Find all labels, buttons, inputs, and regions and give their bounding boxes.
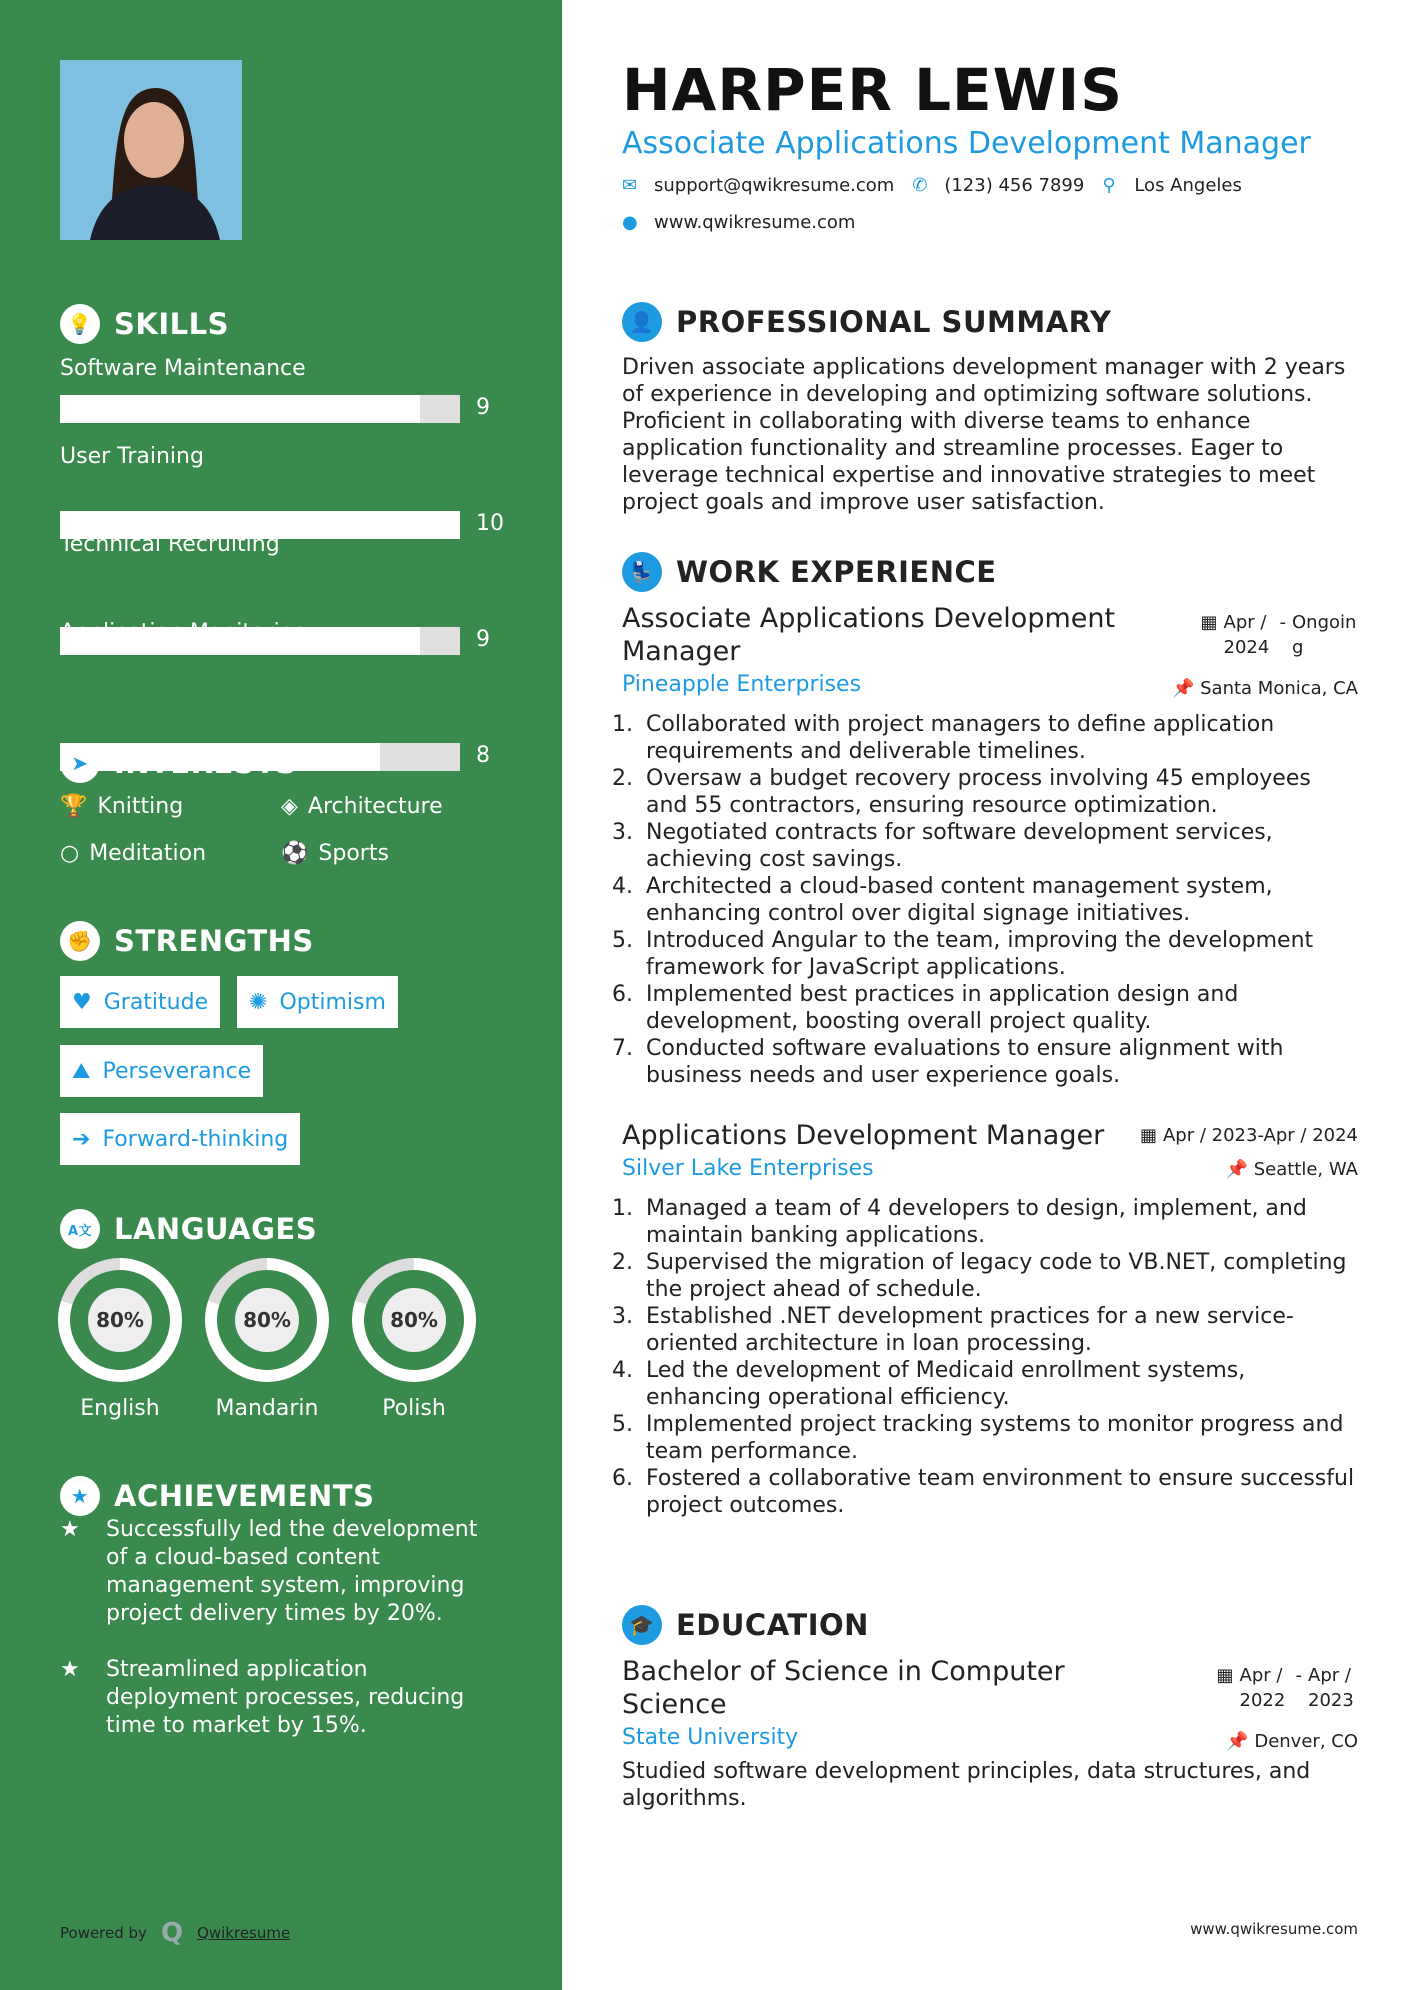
language-progress-ring [58, 1258, 182, 1382]
job-location: 📌 Santa Monica, CA [1171, 678, 1358, 699]
chair-icon: 💺 [622, 552, 662, 592]
language-item [58, 1258, 182, 1421]
language-item [205, 1258, 329, 1421]
job-bullet: 4. Architected a cloud-based content management system, enhancing control over digital signage initiatives. [640, 873, 1358, 927]
skill-value: 8 [476, 743, 490, 768]
header [622, 56, 1358, 233]
job-bullet: 1. Managed a team of 4 developers to design, implement, and maintain banking applications. [640, 1195, 1358, 1249]
phone-icon: ✆ [912, 175, 928, 196]
company-name: Silver Lake Enterprises [622, 1156, 874, 1181]
school-name: State University [622, 1725, 799, 1750]
strength-badge: ✺ Optimism [237, 976, 398, 1028]
calendar-icon: ▦ [1200, 612, 1218, 633]
skill-value: 9 [476, 395, 490, 420]
pin-icon: 📌 [1226, 1731, 1255, 1752]
lightbulb-icon: 💡 [60, 304, 100, 344]
skill-label: User Training [60, 444, 204, 469]
pin-icon: 📌 [1225, 1159, 1254, 1180]
job-bullet: 3. Established .NET development practices for a new service-oriented architecture in loan processing. [640, 1303, 1358, 1357]
achievements-heading: ★ ACHIEVEMENTS [60, 1476, 374, 1516]
user-icon: 👤 [622, 302, 662, 342]
skill-label: Software Maintenance [60, 356, 306, 381]
globe-icon: ● [622, 212, 638, 233]
strength-badge: ⛰ Perseverance [60, 1045, 263, 1097]
map-pin-icon: ⚲ [1102, 175, 1116, 196]
heart-icon: ♥ [72, 989, 92, 1015]
job-entry [622, 602, 1358, 1089]
language-name: Polish [382, 1396, 446, 1421]
calendar-icon: ▦ [1139, 1125, 1157, 1146]
interest-item: ⚽ Sports [281, 841, 389, 866]
language-name: Mandarin [215, 1396, 319, 1421]
language-name: English [80, 1396, 160, 1421]
location: Los Angeles [1134, 175, 1242, 196]
interest-item: 🏆 Knitting [60, 794, 184, 819]
website-row [622, 212, 1358, 233]
candidate-title: Associate Applications Development Manager [622, 126, 1311, 161]
summary-heading: 👤 PROFESSIONAL SUMMARY [622, 302, 1358, 342]
interest-item: ◈ Architecture [281, 794, 443, 819]
website[interactable]: www.qwikresume.com [654, 212, 856, 233]
email[interactable]: support@qwikresume.com [654, 175, 895, 196]
language-percent: 80% [382, 1288, 446, 1352]
education-location: 📌 Denver, CO [1226, 1731, 1358, 1752]
language-percent: 80% [235, 1288, 299, 1352]
translate-icon: A文 [60, 1209, 100, 1249]
powered-by: Powered by Q Qwikresume [60, 1918, 291, 1948]
job-bullet: 5. Introduced Angular to the team, improving the development framework for JavaScript applications. [640, 927, 1358, 981]
job-dates: ▦ Apr / 2023-Apr / 2024 [1139, 1125, 1358, 1146]
job-bullet: 7. Conducted software evaluations to ensure alignment with business needs and user experience goals. [640, 1035, 1358, 1089]
road-icon: ⛰ [72, 1058, 91, 1084]
language-progress-ring [352, 1258, 476, 1382]
education-entry [622, 1655, 1358, 1812]
tag-icon: ◈ [281, 794, 298, 819]
degree: Bachelor of Science in Computer Science [622, 1656, 1065, 1720]
qwikresume-logo-icon: Q [160, 1918, 184, 1948]
skill-label: Application Monitoring [60, 620, 308, 645]
phone: (123) 456 7899 [944, 175, 1085, 196]
profile-photo [60, 60, 242, 240]
contact-row [622, 175, 1358, 196]
job-bullet: 4. Led the development of Medicaid enrollment systems, enhancing operational efficiency. [640, 1357, 1358, 1411]
language-item [352, 1258, 476, 1421]
education-heading: 🎓 EDUCATION [622, 1605, 1358, 1645]
education-section [622, 1605, 1358, 1812]
achievement-item: ★ Successfully led the development of a cloud-based content management system, improving project delivery times by 20%. [60, 1517, 478, 1626]
star-icon: ★ [60, 1517, 80, 1542]
summary-section [622, 302, 1358, 516]
skills-heading: 💡 SKILLS [60, 304, 229, 344]
skill-bar [60, 395, 490, 423]
job-bullet: 6. Fostered a collaborative team environment to ensure successful project outcomes. [640, 1465, 1358, 1519]
company-name: Pineapple Enterprises [622, 672, 862, 697]
fist-icon: ✊ [60, 921, 100, 961]
footer-website[interactable]: www.qwikresume.com [1190, 1920, 1358, 1938]
achievement-item: ★ Streamlined application deployment processes, reducing time to market by 15%. [60, 1657, 465, 1738]
summary-text: Driven associate applications development manager with 2 years of experience in developing and optimizing software solutions. Proficient in collaborating with diverse teams to enhance application functionality and streamline processes. Eager to leverage technical expertise and innovative strategies to meet project goals and improve user satisfaction. [622, 355, 1346, 515]
paper-plane-icon: ➤ [60, 743, 100, 783]
sun-icon: ✺ [249, 989, 268, 1015]
job-location: 📌 Seattle, WA [1225, 1159, 1358, 1180]
job-bullet: 3. Negotiated contracts for software development services, achieving cost savings. [640, 819, 1358, 873]
arrow-right-icon: ➔ [72, 1126, 91, 1152]
job-bullets [622, 711, 1358, 1089]
job-dates: ▦ Apr / 2024 - Ongoing [1200, 612, 1357, 658]
job-bullet: 2. Supervised the migration of legacy code to VB.NET, completing the project ahead of schedule. [640, 1249, 1358, 1303]
qwikresume-link[interactable]: Qwikresume [197, 1924, 291, 1942]
candidate-name: HARPER LEWIS [622, 56, 1123, 124]
interests-heading: ➤ INTERESTS [60, 743, 297, 783]
work-heading: 💺 WORK EXPERIENCE [622, 552, 1358, 592]
pin-icon: 📌 [1171, 678, 1201, 699]
job-title: Associate Applications Development Manager [622, 603, 1116, 667]
job-entry [622, 1119, 1358, 1519]
sidebar [0, 0, 562, 1990]
envelope-icon: ✉ [622, 175, 638, 196]
graduation-icon: 🎓 [622, 1605, 662, 1645]
skill-value: 10 [476, 511, 504, 536]
job-bullet: 2. Oversaw a budget recovery process involving 45 employees and 55 contractors, ensuring resource optimization. [640, 765, 1358, 819]
education-description: Studied software development principles, data structures, and algorithms. [622, 1759, 1311, 1811]
trophy-icon: 🏆 [60, 794, 88, 819]
language-percent: 80% [88, 1288, 152, 1352]
job-bullet: 5. Implemented project tracking systems to monitor progress and team performance. [640, 1411, 1358, 1465]
education-dates: ▦ Apr / 2022 - Apr / 2023 [1216, 1665, 1354, 1711]
star-icon: ★ [60, 1476, 100, 1516]
strength-badge: ♥ Gratitude [60, 976, 220, 1028]
calendar-icon: ▦ [1216, 1665, 1234, 1686]
soccer-ball-icon: ⚽ [281, 841, 309, 866]
language-progress-ring [205, 1258, 329, 1382]
skill-bar-fill [60, 395, 420, 423]
strengths-heading: ✊ STRENGTHS [60, 921, 314, 961]
skill-label: Technical Recruiting [60, 532, 280, 557]
languages-heading: A文 LANGUAGES [60, 1209, 317, 1249]
circle-icon: ○ [60, 841, 80, 866]
job-title: Applications Development Manager [622, 1120, 1105, 1151]
work-section [622, 552, 1358, 1519]
interest-item: ○ Meditation [60, 841, 207, 866]
strength-badge: ➔ Forward-thinking [60, 1113, 300, 1165]
job-bullet: 6. Implemented best practices in application design and development, boosting overall project quality. [640, 981, 1358, 1035]
job-bullets [622, 1195, 1358, 1519]
skill-value: 9 [476, 627, 490, 652]
job-bullet: 1. Collaborated with project managers to define application requirements and deliverable timelines. [640, 711, 1358, 765]
star-icon: ★ [60, 1657, 80, 1682]
